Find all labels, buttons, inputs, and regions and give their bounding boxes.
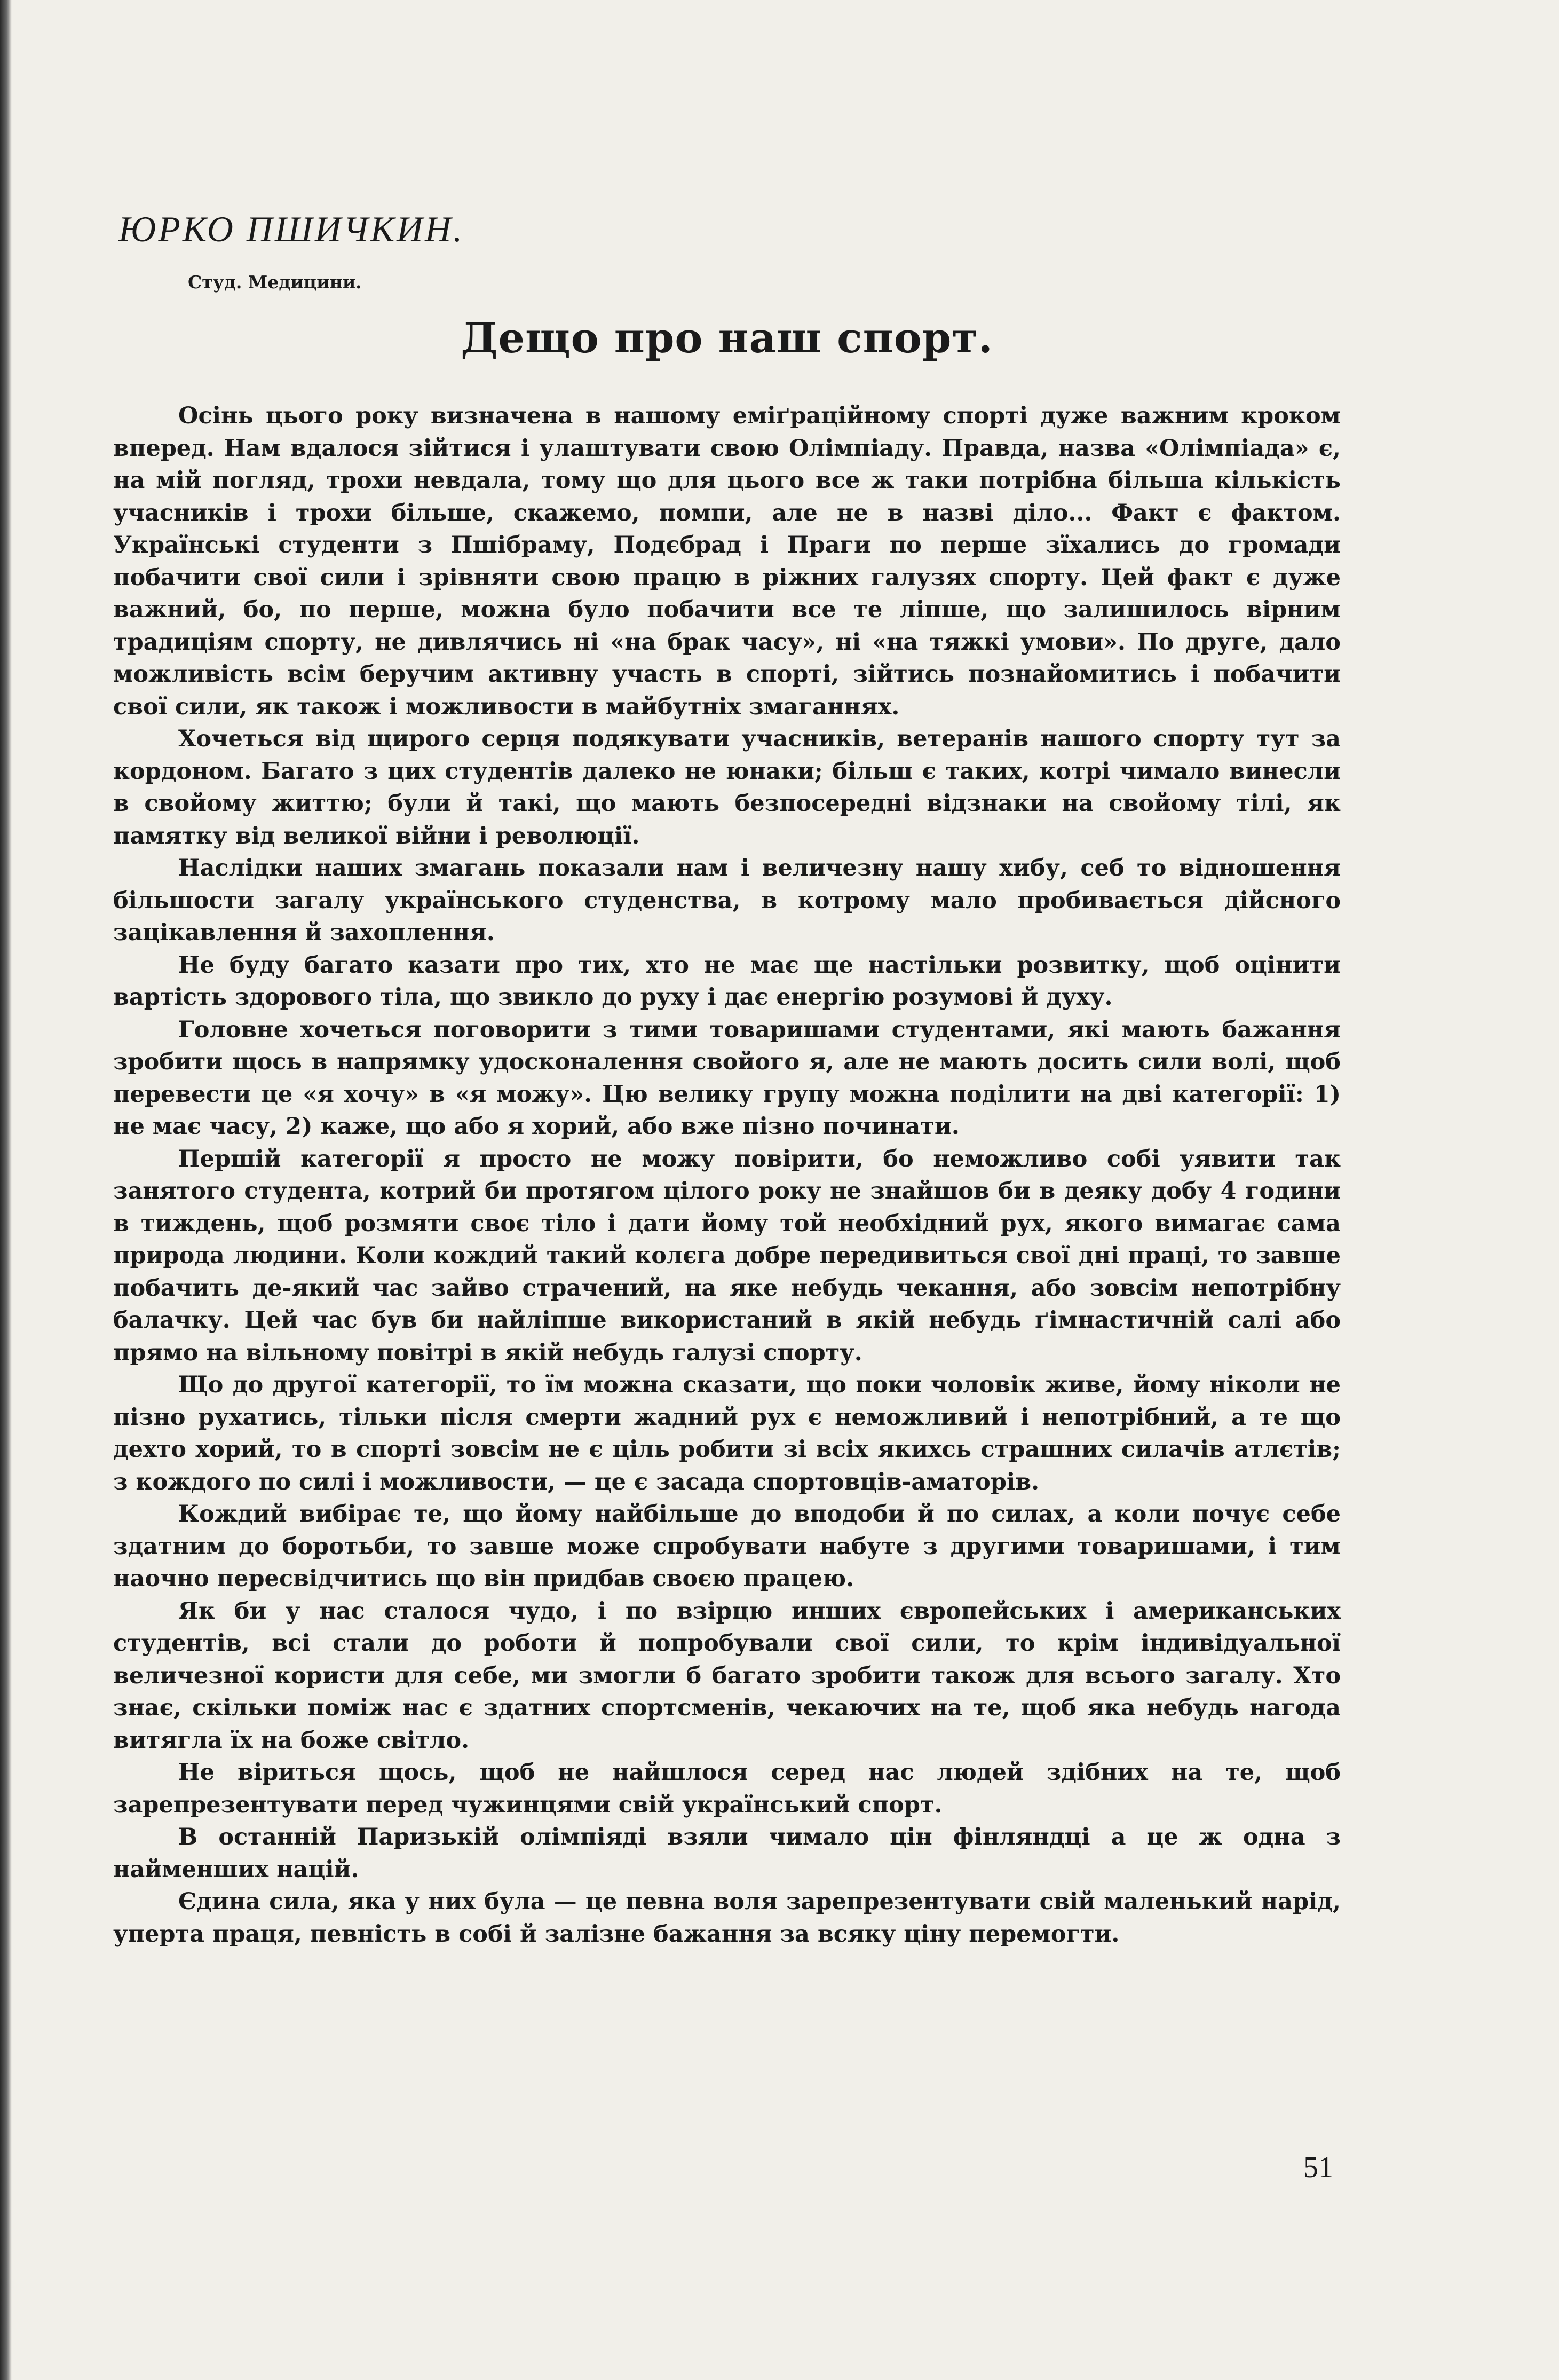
scan-edge-shadow [0,0,12,2380]
paragraph: Головне хочеться поговорити з тими товаришами студентами, які мають бажання зробити щось в напрямку удосконалення свойого я, але не мають досить сили волі, щоб перевести це «я хочу» в «я можу». Цю велику групу можна поділити на дві категорії: 1) не має часу, 2) каже, що або я хорий, або вже пізно починати. [113,1016,1341,1140]
paragraph: Першій категорії я просто не можу повірити, бо неможливо собі уявити так занятого студента, котрий би протягом цілого року не знайшов би в деяку добу 4 години в тиждень, щоб розмяти своє тіло і дати йому той необхідний рух, якого вимагає сама природа людини. Коли кождий такий колєга добре передивиться свої дні праці, то завше побачить де-який час зайво страчений, на яке небудь чекання, або зовсім непотрібну балачку. Цей час був би найліпше використаний в якій небудь ґімнастичній салі або прямо на вільному повітрі в якій небудь галузі спорту. [113,1145,1341,1366]
paragraph: Наслідки наших змагань показали нам і величезну нашу хибу, себ то відношення більшости загалу українського студенства, в котрому мало пробивається дійсного зацікавлення й захоплення. [113,855,1341,946]
paragraph: Не буду багато казати про тих, хто не має ще настільки розвитку, щоб оцінити вартість здорового тіла, що звикло до руху і дає енергію розумові й духу. [113,951,1341,1011]
paragraph: Що до другої категорії, то їм можна сказати, що поки чоловік живе, йому ніколи не пізно рухатись, тільки після смерти жадний рух є неможливий і непотрібний, а те що дехто хорий, то в спорті зовсім не є ціль робити зі всіх якихсь страшних силачів атлєтів; з кождого по силі і можливости, — це є засада спортовців-аматорів. [113,1372,1341,1495]
paragraph: Хочеться від щирого серця подякувати учасників, ветеранів нашого спорту тут за кордоном. Багато з цих студентів далеко не юнаки; більш є таких, котрі чимало винесли в свойому життю; були й такі, що мають безпосередні відзнаки на свойому тілі, як памятку від великої війни і революції. [113,726,1341,849]
author-affiliation: Студ. Медицини. [188,272,362,293]
paragraph: Осінь цього року визначена в нашому еміґраційному спорті дуже важним кроком вперед. Нам вдалося зійтися і улаштувати свою Олімпіаду. Правда, назва «Олімпіада» є, на мій погляд, трохи невдала, тому що для цього все ж таки потрібна більша кількість учасників і трохи більше, скажемо, помпи, але не в назві діло... Факт є фактом. Українські студенти з Пшібраму, Подєбрад і Праги по перше зїхались до громади побачити свої сили і зрівняти свою працю в ріжних галузях спорту. Цей факт є дуже важний, бо, по перше, можна було побачити все те ліпше, що залишилось вірним традиціям спорту, не дивлячись ні «на брак часу», ні «на тяжкі умови». По друге, дало можливість всім беручим активну участь в спорті, зійтись познайомитись і побачити свої сили, як також і можливости в майбутніх змаганнях. [113,403,1341,720]
article-text [113,400,1341,1950]
page-number: 51 [1303,2151,1333,2184]
paragraph: Єдина сила, яка у них була — це певна воля зарепрезентувати свій маленький нарід, уперта праця, певність в собі й залізне бажання за всяку ціну перемогти. [113,1888,1341,1948]
paragraph: Кождий вибірає те, що йому найбільше до вподоби й по силах, а коли почує себе здатним до боротьби, то завше може спробувати набуте з другими товаришами, і тим наочно пересвідчитись що він придбав своєю працею. [113,1501,1341,1592]
page-body [113,208,1341,1950]
paragraph: Як би у нас сталося чудо, і по взірцю инших європейських і американських студентів, всі стали до роботи й попробували свої сили, то крім індивідуальної величезної користи для себе, ми змогли б багато зробити також для всього загалу. Хто знає, скільки поміж нас є здатних спортсменів, чекаючих на те, щоб яка небудь нагода витягла їх на боже світло. [113,1597,1341,1754]
article-title: Дещо про наш спорт. [461,314,993,362]
paragraph: В останній Паризькій олімпіяді взяли чимало цін фінляндці а це ж одна з найменших націй. [113,1824,1341,1883]
paragraph: Не віриться щось, щоб не найшлося серед нас людей здібних на те, щоб зарепрезентувати перед чужинцями свій український спорт. [113,1759,1341,1818]
author-name: ЮРКО ПШИЧКИН. [118,209,465,249]
